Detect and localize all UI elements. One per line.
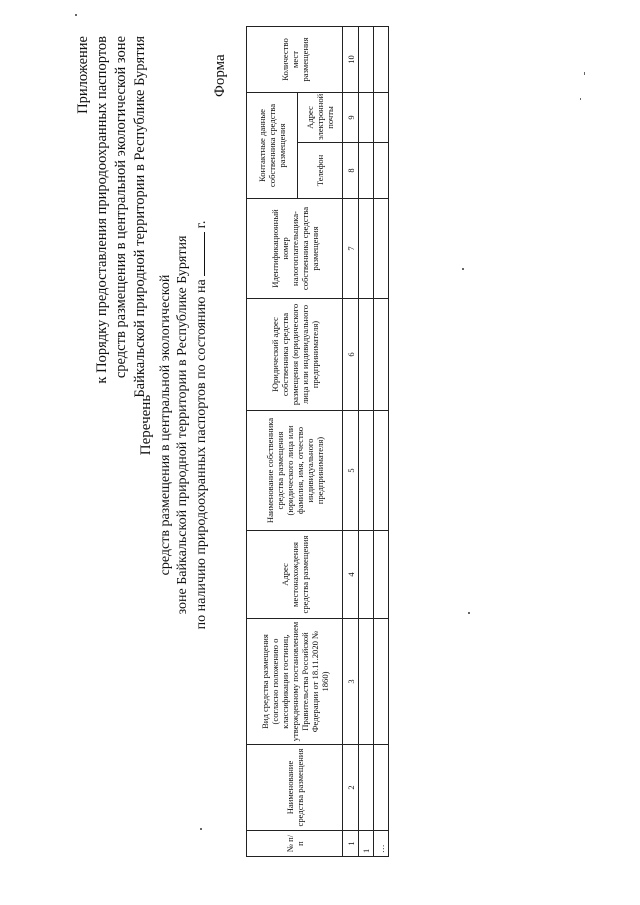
col-number: 2: [343, 745, 359, 831]
scan-speck: [468, 612, 470, 614]
table-cell: [374, 411, 389, 531]
row-num: …: [374, 831, 389, 857]
col-number: 9: [343, 93, 359, 143]
table-cell: [359, 93, 374, 143]
header-owner-name: Наименование собственника средства размещения (юридического лица или фамилия, имя, отчество индивидуального предпринимателя): [247, 411, 343, 531]
row-num: 1: [359, 831, 374, 857]
col-number: 6: [343, 299, 359, 411]
registry-table: [246, 26, 389, 857]
table-header-row: [247, 27, 298, 857]
appendix-title: Приложение: [75, 36, 91, 114]
table-cell: [359, 619, 374, 745]
heading-date-prefix: по наличию природоохранных паспортов по состоянию на: [193, 279, 209, 630]
heading-title: Перечень: [138, 394, 154, 456]
column-number-row: [343, 27, 359, 857]
table-cell: [359, 531, 374, 619]
table-cell: [359, 745, 374, 831]
table-cell: [374, 531, 389, 619]
table-cell: [374, 143, 389, 199]
heading-date-line: [192, 145, 211, 705]
header-places: Количество мест размещения: [247, 27, 343, 93]
table-row: [374, 27, 389, 857]
table-cell: [359, 299, 374, 411]
header-email: Адрес электронной почты: [298, 93, 343, 143]
col-number: 10: [343, 27, 359, 93]
table-cell: [374, 93, 389, 143]
scan-speck: [200, 828, 202, 830]
table-cell: [374, 745, 389, 831]
col-number: 1: [343, 831, 359, 857]
table-cell: [374, 199, 389, 299]
table-row: [359, 27, 374, 857]
appendix-line: к Порядку предоставления природоохранных паспортов: [94, 36, 110, 384]
appendix-line: Байкальской природной территории в Республике Бурятия: [132, 36, 148, 398]
heading-line: средств размещения в центральной экологической: [157, 274, 173, 576]
col-number: 7: [343, 199, 359, 299]
appendix-line: средств размещения в центральной экологической зоне: [113, 36, 129, 379]
scan-speck: [584, 72, 585, 75]
scan-speck: [462, 268, 464, 270]
table-cell: [359, 143, 374, 199]
col-number: 4: [343, 531, 359, 619]
col-number: 8: [343, 143, 359, 199]
date-blank: [192, 232, 205, 276]
heading-line: зоне Байкальской природной территории в Республике Бурятия: [175, 235, 190, 615]
header-inn: Идентификационный номер налогоплательщика-собственника средства размещения: [247, 199, 343, 299]
table-cell: [374, 619, 389, 745]
table-cell: [359, 199, 374, 299]
header-legal-address: Юридический адрес собственника средства размещения (юридического лица или индивидуального предпринимателя): [247, 299, 343, 411]
heading-date-suffix: г.: [193, 220, 209, 229]
scan-speck: [75, 14, 77, 16]
header-num: № п/п: [247, 831, 343, 857]
header-phone: Телефон: [298, 143, 343, 199]
header-address: Адрес местонахождения средства размещения: [247, 531, 343, 619]
col-number: 5: [343, 411, 359, 531]
form-label: Форма: [212, 54, 228, 97]
header-name: Наименование средства размещения: [247, 745, 343, 831]
scan-speck: [580, 98, 581, 100]
table-cell: [359, 411, 374, 531]
col-number: 3: [343, 619, 359, 745]
table-cell: [374, 299, 389, 411]
header-contacts: Контактные данные собственника средства размещения: [247, 93, 298, 199]
table-cell: [374, 27, 389, 93]
table-cell: [359, 27, 374, 93]
header-kind: Вид средства размещения (согласно положению о классификации гостиниц, утвержденному постановлением Правительства Российской Федерации от 18.11.2020 № 1860): [247, 619, 343, 745]
document-heading: [138, 145, 210, 705]
